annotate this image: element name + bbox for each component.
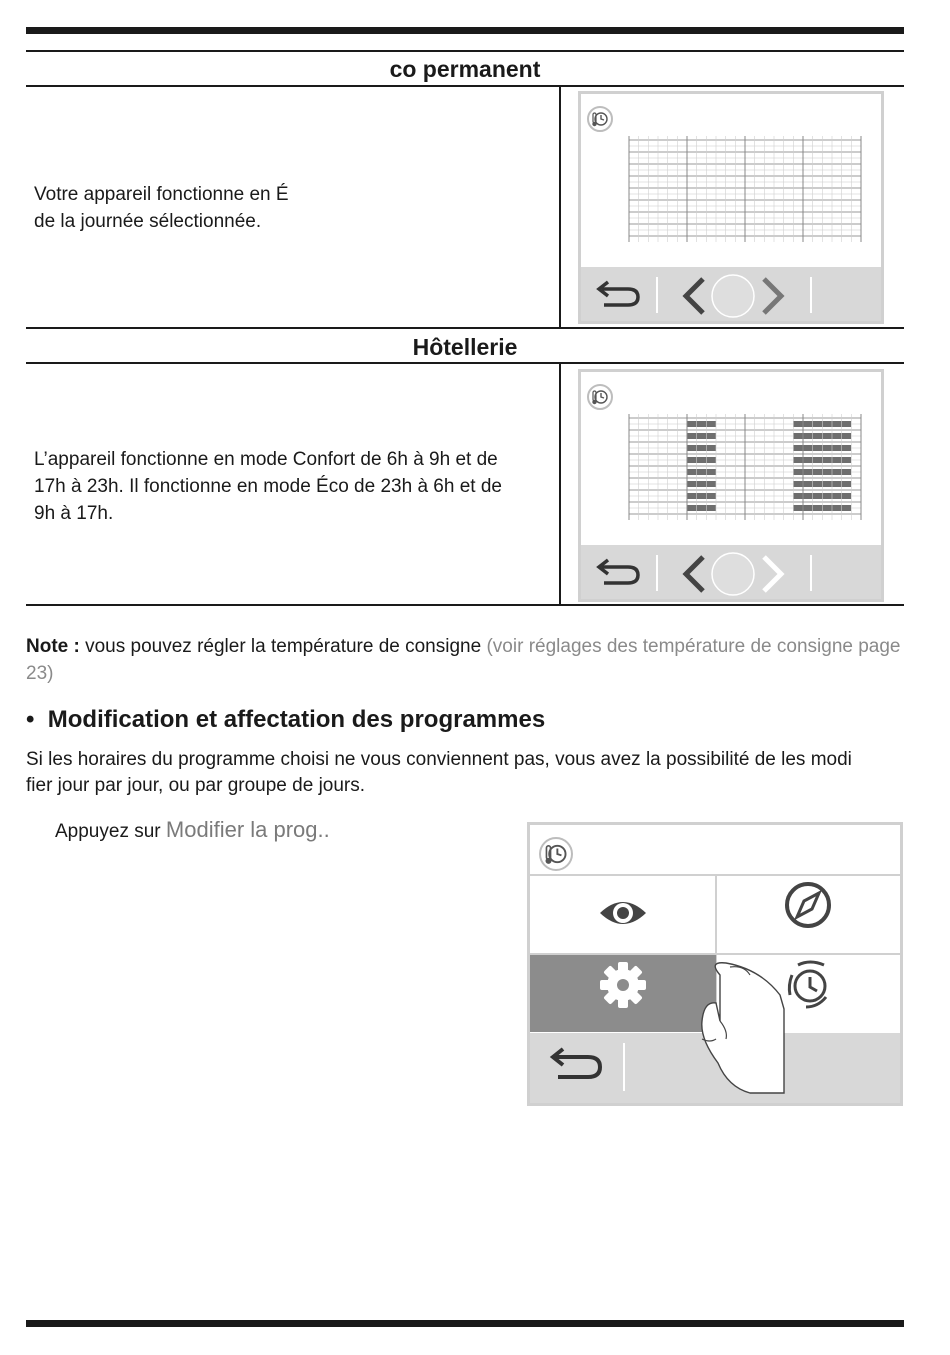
heading-title: Modification et affectation des programmes (47, 706, 546, 733)
table-border (26, 85, 904, 87)
table-border (26, 604, 904, 606)
text-line: de la journée sélectionnée. (34, 211, 262, 232)
thermometer-clock-icon (587, 384, 613, 410)
text-line: 9h à 17h. (34, 503, 114, 524)
section-title-eco: co permanent (389, 56, 541, 82)
chevron-left-icon[interactable] (686, 557, 703, 591)
table-border (26, 327, 904, 329)
device-screen-eco (578, 91, 884, 324)
thermometer-clock-icon (587, 106, 613, 132)
comfort-band (687, 505, 716, 511)
note-page-link[interactable]: (voir réglages des température de consigne page 23) (26, 636, 901, 684)
comfort-band (687, 445, 716, 451)
section-title-hotellerie: Hôtellerie (412, 334, 518, 360)
comfort-band (687, 433, 716, 439)
text-line: 17h à 23h. Il fonctionne en mode Éco de 23h à 6h et de (34, 476, 502, 497)
comfort-band (687, 469, 716, 475)
gear-icon (600, 962, 646, 1008)
intro-paragraph (26, 747, 906, 799)
table-divider (559, 363, 561, 605)
eye-icon[interactable] (600, 902, 646, 924)
text-line: fier jour par jour, ou par groupe de jours. (26, 775, 366, 796)
section2-description (34, 446, 544, 527)
instruction-prefix: Appuyez sur (55, 821, 166, 842)
weekly-schedule-grid (625, 136, 865, 256)
top-rule (26, 27, 904, 34)
text-line: Si les horaires du programme choisi ne vous conviennent pas, vous avez la possibilité de les modi (26, 749, 852, 770)
device-menu-screen (527, 822, 903, 1106)
comfort-band (687, 493, 716, 499)
section-heading (26, 706, 545, 734)
device-screen-hotellerie (578, 369, 884, 602)
back-arrow-icon[interactable] (599, 560, 638, 583)
day-selector-circle[interactable] (712, 275, 754, 317)
text-line: Votre appareil fonctionne en É (34, 184, 289, 205)
clock-cycle-icon[interactable] (789, 962, 826, 1007)
compass-icon[interactable] (787, 884, 829, 926)
instruction-target: Modifier la prog.. (165, 817, 330, 842)
chevron-left-icon[interactable] (686, 279, 703, 313)
weekly-schedule-grid (625, 414, 865, 534)
chevron-right-icon[interactable] (764, 279, 781, 313)
comfort-band (687, 481, 716, 487)
table-border (26, 50, 904, 52)
day-selector-circle[interactable] (712, 553, 754, 595)
table-border (26, 362, 904, 364)
comfort-band (687, 421, 716, 427)
table-divider (559, 86, 561, 328)
note-label: Note : (26, 636, 80, 657)
back-arrow-icon[interactable] (599, 282, 638, 305)
instruction (55, 817, 330, 843)
section1-description (34, 181, 544, 235)
screen-nav-bar (581, 267, 881, 321)
text-line: L’appareil fonctionne en mode Confort de 6h à 9h et de (34, 449, 498, 470)
comfort-band (687, 457, 716, 463)
bottom-rule (26, 1320, 904, 1327)
note-paragraph (26, 633, 906, 687)
chevron-right-icon[interactable] (764, 557, 781, 591)
bullet: • (26, 706, 35, 733)
note-text: vous pouvez régler la température de consigne (79, 636, 487, 657)
screen-nav-bar (581, 545, 881, 599)
